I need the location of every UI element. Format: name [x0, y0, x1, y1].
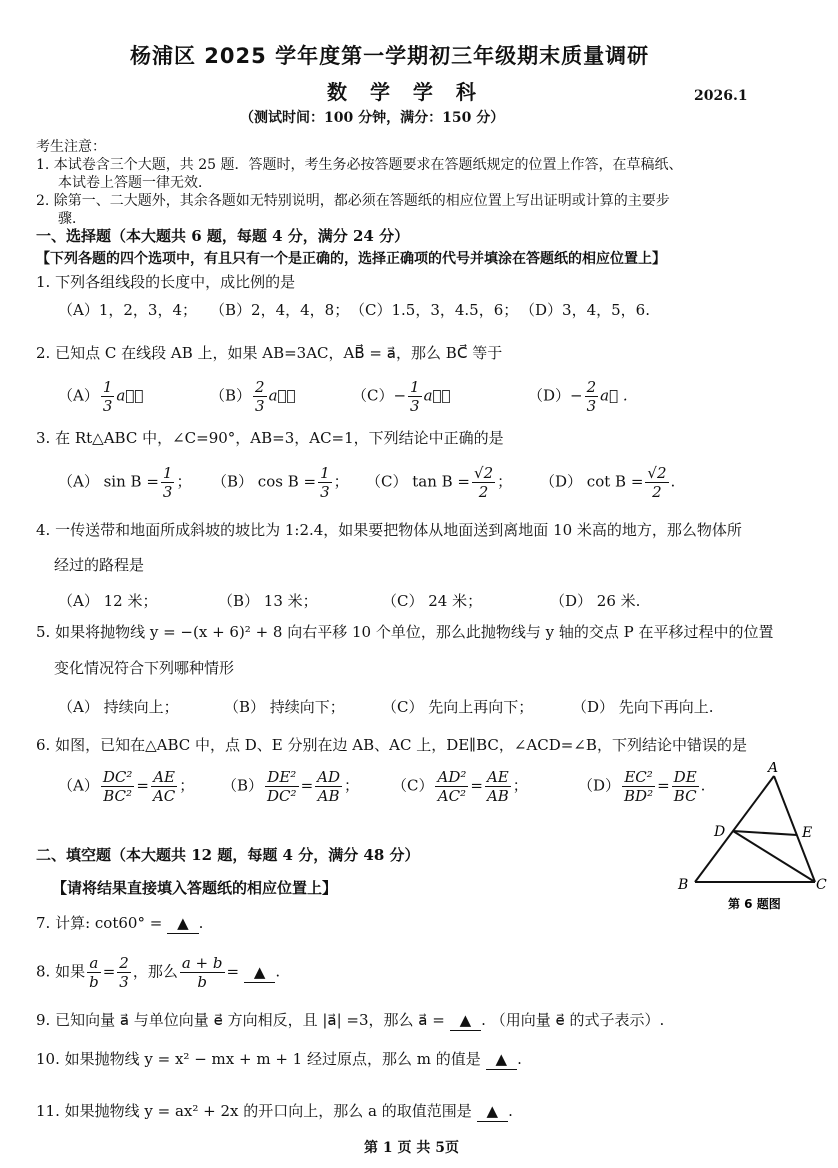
q3-b-den: 3: [320, 483, 330, 501]
q8-tail-eq: =: [226, 962, 240, 981]
q3-option-a: [58, 464, 191, 501]
q8-answer-blank: ▲: [244, 962, 276, 983]
q6-d-tail: .: [700, 776, 706, 795]
side-ab: [695, 776, 774, 882]
q3-b-tail: ；: [333, 472, 349, 491]
segment-de: [733, 831, 797, 835]
q2-option-c: [352, 378, 451, 415]
q2-a-label: （A）: [58, 386, 99, 405]
q6-d-n1: EC²: [622, 768, 655, 787]
q3-a-tail: ；: [176, 472, 192, 491]
question-8: [36, 954, 280, 991]
q9-answer-blank: ▲: [450, 1010, 482, 1031]
question-5-stem: 5. 如果将抛物线 y = −(x + 6)² + 8 向右平移 10 个单位，那么此抛物线与 y 轴的交点 P 在平移过程中的位置: [36, 623, 774, 641]
q9-text: 9. 已知向量 a⃗ 与单位向量 e⃗ 方向相反，且 |a⃗| =3，那么 a⃗ =: [36, 1011, 445, 1029]
q3-b-fraction: [318, 464, 332, 501]
q6-c-d1: AC²: [437, 787, 467, 805]
q8-tail: .: [275, 962, 281, 981]
q2-c-num: 1: [410, 378, 420, 396]
q3-d-num: √2: [647, 464, 667, 482]
q3-option-c: [366, 464, 512, 501]
q6-c-n2: AE: [485, 768, 511, 787]
q1-option-b: （B）2，4，4，8；: [210, 301, 350, 319]
question-6-stem: 6. 如图，已知在△ABC 中，点 D、E 分别在边 AB、AC 上，DE∥BC，∠ACD=∠B，下列结论中错误的是: [36, 736, 747, 754]
q7-text: 7. 计算: cot60° =: [36, 914, 163, 932]
notice-item-2-cont: 骤．: [58, 211, 86, 227]
q8-mid: ，那么: [132, 962, 178, 981]
q1-option-c: （C）1.5，3，4.5，6；: [350, 301, 519, 319]
q2-c-fraction: [408, 378, 422, 415]
q6-a-frac2: [151, 768, 177, 805]
q7-answer-blank: ▲: [167, 913, 199, 934]
q2-b-tail: a⃗；: [268, 386, 296, 405]
q8-n1: a: [87, 954, 101, 973]
q2-c-den: 3: [410, 397, 420, 415]
q3-a-num: 1: [162, 464, 173, 482]
q4-option-b: （B） 13 米；: [218, 592, 318, 610]
time-info: （测试时间：100 分钟，满分：150 分）: [240, 110, 505, 126]
q4-option-c: （C） 24 米；: [382, 592, 483, 610]
q6-a-tail: ；: [179, 776, 195, 795]
q8-label: 8. 如果: [36, 962, 86, 981]
q6-b-frac2: [315, 768, 342, 805]
q2-d-tail: a⃗ .: [600, 386, 628, 405]
q6-b-n1: DE²: [265, 768, 299, 787]
q11-answer-blank: ▲: [477, 1101, 509, 1122]
question-1-stem: 1. 下列各组线段的长度中，成比例的是: [36, 273, 296, 291]
q8-frac3: [180, 954, 225, 991]
vertex-a-label: A: [768, 762, 779, 776]
q2-d-den: 3: [586, 397, 597, 415]
q6-d-label: （D）: [578, 776, 621, 795]
q3-a-label: （A） sin B =: [58, 472, 159, 491]
section-1-heading: 一、选择题（本大题共 6 题，每题 4 分，满分 24 分）: [36, 227, 410, 245]
section-1-instruction: 【下列各题的四个选项中，有且只有一个是正确的，选择正确项的代号并填涂在答题纸的相应位置上】: [36, 251, 666, 267]
q2-d-num: 2: [586, 378, 597, 396]
subject-title: 数 学 学 科: [327, 80, 484, 104]
question-5-stem-cont: 变化情况符合下列哪种情形: [54, 659, 235, 677]
q6-triangle-figure: [670, 762, 830, 910]
q3-c-den: 2: [478, 483, 489, 501]
q3-option-b: [212, 464, 349, 501]
q3-a-fraction: [161, 464, 175, 501]
q6-a-frac1: [101, 768, 135, 805]
vertex-b-label: B: [678, 877, 689, 893]
q3-c-label: （C） tan B =: [366, 472, 471, 491]
q2-d-label: （D）−: [528, 386, 583, 405]
q2-a-num: 1: [102, 378, 113, 396]
question-11: [36, 1101, 513, 1122]
q10-text: 10. 如果抛物线 y = x² − mx + m + 1 经过原点，那么 m 的值是: [36, 1050, 481, 1068]
question-10: [36, 1049, 522, 1070]
q6-b-d2: AB: [317, 787, 340, 805]
q5-option-b: （B） 持续向下；: [224, 698, 345, 716]
q6-c-label: （C）: [392, 776, 434, 795]
q8-n2: 2: [119, 954, 129, 972]
q8-eq: =: [102, 962, 116, 981]
q2-option-a: [58, 378, 143, 415]
question-4-stem: 4. 一传送带和地面所成斜坡的坡比为 1:2.4，如果要把物体从地面送到离地面 10 米高的地方，那么物体所: [36, 521, 742, 539]
q10-tail: .: [517, 1050, 522, 1068]
q6-b-d1: DC²: [267, 787, 297, 805]
notice-item-2: 2. 除第一、二大题外，其余各题如无特别说明，都必须在答题纸的相应位置上写出证明或计算的主要步: [36, 193, 670, 209]
q8-d3: b: [197, 973, 207, 991]
q5-option-a: （A） 持续向上；: [58, 698, 179, 716]
q2-option-d: [528, 378, 628, 415]
q6-c-d2: AB: [486, 787, 509, 805]
q8-frac1: [87, 954, 101, 991]
q2-a-den: 3: [102, 397, 113, 415]
q2-c-tail: a⃗；: [423, 386, 451, 405]
q6-a-label: （A）: [58, 776, 99, 795]
q2-b-num: 2: [255, 378, 265, 396]
q2-c-label: （C）−: [352, 386, 407, 405]
q6-c-tail: ；: [512, 776, 528, 795]
q5-option-d: （D） 先向下再向上.: [572, 698, 714, 716]
q2-b-den: 3: [255, 397, 265, 415]
q6-option-b: （B） $\frac{\text{DE²}}{\text{DC²}}$ = $\frac{AD}{AB}$ ；: [222, 768, 360, 805]
q3-d-label: （D） cot B =: [540, 472, 644, 491]
q6-option-a: （A） $\frac{\text{DC²}}{\text{BC²}}$ = $\frac{AE}{AC}$ ；: [58, 768, 195, 805]
q6-a-n2: AE: [151, 768, 177, 787]
q3-d-den: 2: [652, 483, 662, 501]
q8-d1: b: [89, 973, 99, 991]
q6-a-d1: BC²: [103, 787, 132, 805]
q3-d-tail: .: [670, 472, 676, 491]
q3-b-num: 1: [320, 464, 330, 482]
q7-tail: .: [198, 914, 204, 932]
q8-d2: 3: [119, 973, 129, 991]
question-2-stem: 2. 已知点 C 在线段 AB 上，如果 AB=3AC，AB⃗ = a⃗，那么 BC⃗ 等于: [36, 344, 503, 362]
q3-b-label: （B） cos B =: [212, 472, 317, 491]
vertex-e-label: E: [802, 825, 813, 841]
section-2-heading: 二、填空题（本大题共 12 题，每题 4 分，满分 48 分）: [36, 846, 420, 864]
q6-d-frac1: [622, 768, 655, 805]
q3-option-d: [540, 464, 675, 501]
q2-a-fraction: [101, 378, 115, 415]
q3-a-den: 3: [162, 483, 173, 501]
q3-d-fraction: [645, 464, 668, 501]
section-2-instruction: 【请将结果直接填入答题纸的相应位置上】: [52, 879, 338, 897]
q2-option-b: [210, 378, 296, 415]
q1-option-a: （A）1，2，3，4；: [58, 301, 198, 319]
q5-option-c: （C） 先向上再向下；: [382, 698, 534, 716]
question-9: [36, 1010, 664, 1031]
q2-a-tail: a⃗；: [116, 386, 144, 405]
q6-option-d: （D） $\frac{\text{EC²}}{\text{BD²}}$ = $\frac{DE}{BC}$ .: [578, 768, 706, 805]
q11-text: 11. 如果抛物线 y = ax² + 2x 的开口向上，那么 a 的取值范围是: [36, 1102, 472, 1120]
page-number: 第 1 页 共 5页: [364, 1140, 459, 1156]
q6-c-frac2: [485, 768, 511, 805]
q6-option-c: （C） $\frac{\text{AD²}}{\text{AC²}}$ = $\frac{AE}{AB}$ ；: [392, 768, 528, 805]
q6-a-d2: AC: [152, 787, 176, 805]
q1-option-d: （D）3，4，5，6.: [520, 301, 650, 319]
q8-n3: a + b: [181, 954, 223, 972]
exam-date: 2026.1: [694, 88, 748, 104]
figure-caption: 第 6 题图: [728, 897, 781, 910]
q2-b-fraction: [253, 378, 267, 415]
exam-title: 杨浦区 2025 学年度第一学期初三年级期末质量调研: [130, 44, 650, 68]
q6-b-n2: AD: [317, 768, 340, 786]
q4-option-a: （A） 12 米；: [58, 592, 158, 610]
q6-b-tail: ；: [344, 776, 360, 795]
vertex-c-label: C: [816, 877, 827, 893]
q6-a-n1: DC²: [102, 768, 133, 786]
q3-c-fraction: [472, 464, 495, 501]
q2-b-label: （B）: [210, 386, 252, 405]
q3-c-tail: ；: [497, 472, 513, 491]
q2-d-fraction: [585, 378, 599, 415]
notice-item-1: 1. 本试卷含三个大题，共 25 题．答题时，考生务必按答题要求在答题纸规定的位置上作答，在草稿纸、: [36, 157, 683, 173]
q6-d-n2: DE: [673, 768, 697, 786]
q8-frac2: [117, 954, 131, 991]
q4-option-d: （D） 26 米.: [550, 592, 641, 610]
q11-tail: .: [508, 1102, 513, 1120]
q10-answer-blank: ▲: [486, 1049, 518, 1070]
question-7: [36, 913, 203, 934]
q3-c-num: √2: [474, 464, 494, 482]
q6-b-frac1: [265, 768, 299, 805]
q6-b-label: （B）: [222, 776, 264, 795]
q6-c-frac1: [435, 768, 468, 805]
q6-d-d2: BC: [673, 787, 697, 805]
question-4-stem-cont: 经过的路程是: [54, 556, 145, 574]
q9-tail: . （用向量 e⃗ 的式子表示）.: [481, 1011, 665, 1029]
q6-d-d1: BD²: [624, 787, 654, 805]
notice-item-1-cont: 本试卷上答题一律无效．: [58, 175, 212, 191]
question-3-stem: 3. 在 Rt△ABC 中，∠C=90°，AB=3，AC=1，下列结论中正确的是: [36, 429, 504, 447]
notice-heading: 考生注意：: [36, 139, 106, 155]
vertex-d-label: D: [714, 824, 726, 840]
q6-c-n1: AD²: [437, 768, 467, 786]
